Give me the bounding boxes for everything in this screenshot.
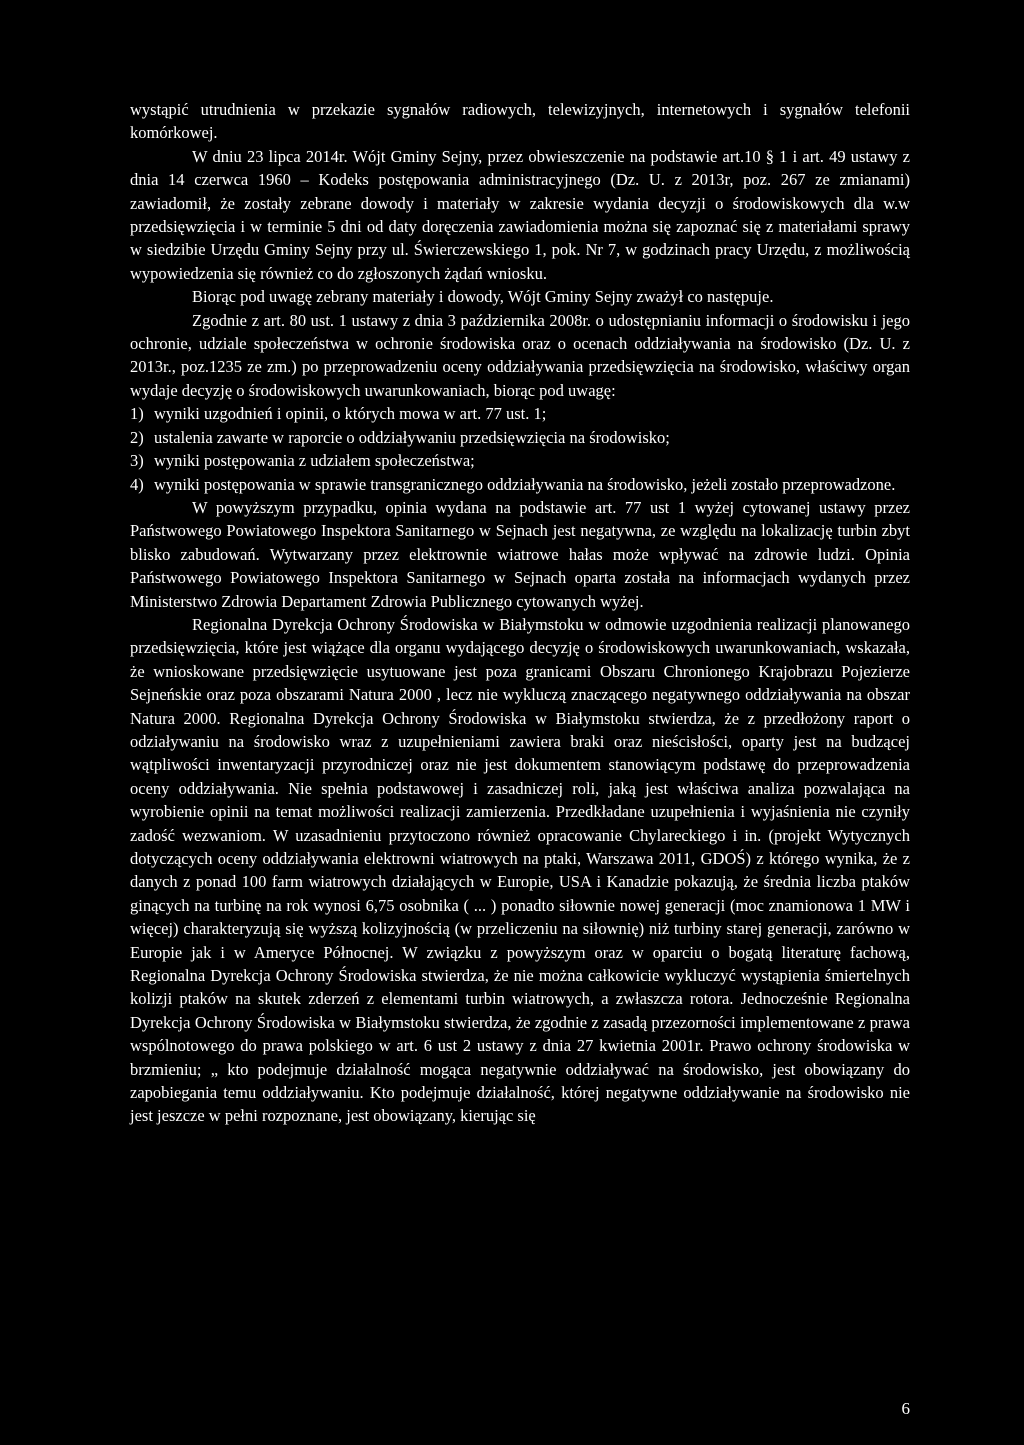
paragraph-rdos-refusal: Regionalna Dyrekcja Ochrony Środowiska w Białymstoku w odmowie uzgodnienia realizacji planowanego przedsięwzięcia, które jest wiążące dla organu wydającego decyzję o środowiskowych uwarunkowaniach, wskazała, że wnioskowane przedsięwzięcie usytuowane jest poza granicami Obszaru Chronionego Krajobrazu Pojezierze Sejneńskie oraz poza obszarami Natura 2000 , lecz nie wykluczą znaczącego negatywnego oddziaływania na obszar Natura 2000. Regionalna Dyrekcja Ochrony Środowiska w Białymstoku stwierdza, że z przedłożony raport o odziaływaniu na środowisko wraz z uzupełnieniami zawiera braki oraz nieścisłości, oparty jest na budzącej wątpliwości inwentaryzacji przyrodniczej oraz nie jest dokumentem stanowiącym podstawę do przeprowadzenia oceny oddziaływania. Nie spełnia podstawowej i zasadniczej roli, jaką jest właściwa analiza pozwalająca na wyrobienie opinii na temat możliwości realizacji zamierzenia. Przedkładane uzupełnienia i wyjaśnienia nie czyniły zadość wezwaniom. W uzasadnieniu przytoczono również opracowanie Chylareckiego i in. (projekt Wytycznych dotyczących oceny oddziaływania elektrowni wiatrowych na ptaki, Warszawa 2011, GDOŚ) z którego wynika, że z danych z ponad 100 farm wiatrowych działających w Europie, USA i Kanadzie pokazują, że średnia liczba ptaków ginących na turbinę na rok wynosi 6,75 osobnika ( ... ) ponadto siłownie nowej generacji (moc znamionowa 1 MW i więcej) charakteryzują się wyższą kolizyjnością (w przeliczeniu na siłownię) niż turbiny starej generacji, zarówno w Europie jak i w Ameryce Północnej. W związku z powyższym oraz w oparciu o bogatą literaturę fachową, Regionalna Dyrekcja Ochrony Środowiska stwierdza, że nie można całkowicie wykluczyć wystąpienia śmiertelnych kolizji ptaków na skutek zderzeń z elementami turbin wiatrowych, a zwłaszcza rotora. Jednocześnie Regionalna Dyrekcja Ochrony Środowiska w Białymstoku stwierdza, że zgodnie z zasadą przezorności implementowane z prawa wspólnotowego do prawa polskiego w art. 6 ust 2 ustawy z dnia 27 kwietnia 2001r. Prawo ochrony środowiska w brzmieniu; „ kto podejmuje działalność mogąca negatywnie oddziaływać na środowisko, jest obowiązany do zapobiegania temu oddziaływaniu. Kto podejmuje działalność, której negatywne oddziaływanie na środowisko nie jest jeszcze w pełni rozpoznane, jest obowiązany, kierując się (130, 614, 910, 1126)
considerations-list (130, 402, 910, 496)
paragraph-sanitary-opinion: W powyższym przypadku, opinia wydana na podstawie art. 77 ust 1 wyżej cytowanej ustawy przez Państwowego Powiatowego Inspektora Sanitarnego w Sejnach jest negatywna, ze względu na lokalizację turbin zbyt blisko zabudowań. Wytwarzany przez elektrownie wiatrowe hałas może wpływać na zdrowie ludzi. Opinia Państwowego Powiatowego Inspektora Sanitarnego w Sejnach oparta została na informacjach wydanych przez Ministerstwo Zdrowia Departament Zdrowia Publicznego cytowanych wyżej. (130, 497, 910, 611)
paragraph-notice: W dniu 23 lipca 2014r. Wójt Gminy Sejny, przez obwieszczenie na podstawie art.10 § 1 i art. 49 ustawy z dnia 14 czerwca 1960 – Kodeks postępowania administracyjnego (Dz. U. z 2013r, poz. 267 ze zmianami) zawiadomił, że zostały zebrane dowody i materiały w zakresie wydania decyzji o środowiskowych dla w.w przedsięwzięcia i w terminie 5 dni od daty doręczenia zawiadomienia można się zapoznać się z materiałami sprawy w siedzibie Urzędu Gminy Sejny przy ul. Świerczewskiego 1, pok. Nr 7, w godzinach pracy Urzędu, z możliwością wypowiedzenia się również co do zgłoszonych żądań wniosku. (130, 146, 910, 283)
list-item-text: wyniki postępowania w sprawie transgranicznego oddziaływania na środowisko, jeżeli zostało przeprowadzone. (154, 474, 896, 494)
list-item-number: 1) (130, 404, 144, 424)
list-item (130, 426, 910, 449)
list-item-number: 4) (130, 474, 144, 494)
document-body (130, 98, 910, 1128)
page-number: 6 (901, 1399, 910, 1418)
list-item-text: ustalenia zawarte w raporcie o oddziaływaniu przedsięwzięcia na środowisko; (154, 427, 670, 447)
list-item-number: 2) (130, 427, 144, 447)
list-item-number: 3) (130, 451, 144, 471)
list-item (130, 449, 910, 472)
list-item-text: wyniki uzgodnień i opinii, o których mowa w art. 77 ust. 1; (154, 404, 547, 424)
paragraph-consideration: Biorąc pod uwagę zebrany materiały i dowody, Wójt Gminy Sejny zważył co następuje. (192, 287, 774, 307)
paragraph-legal-basis: Zgodnie z art. 80 ust. 1 ustawy z dnia 3 października 2008r. o udostępnianiu informacji o środowisku i jego ochronie, udziale społeczeństwa w ochronie środowiska oraz o ocenach oddziaływania na środowisko (Dz. U. z 2013r., poz.1235 ze zm.) po przeprowadzeniu oceny oddziaływania przedsięwzięcia na środowisko, właściwy organ wydaje decyzję o środowiskowych uwarunkowaniach, biorąc pod uwagę: (130, 310, 910, 400)
paragraph-continuation: wystąpić utrudnienia w przekazie sygnałów radiowych, telewizyjnych, internetowych i sygnałów telefonii komórkowej. (130, 100, 910, 143)
list-item-text: wyniki postępowania z udziałem społeczeństwa; (154, 451, 475, 471)
list-item (130, 402, 910, 425)
list-item (130, 473, 910, 496)
